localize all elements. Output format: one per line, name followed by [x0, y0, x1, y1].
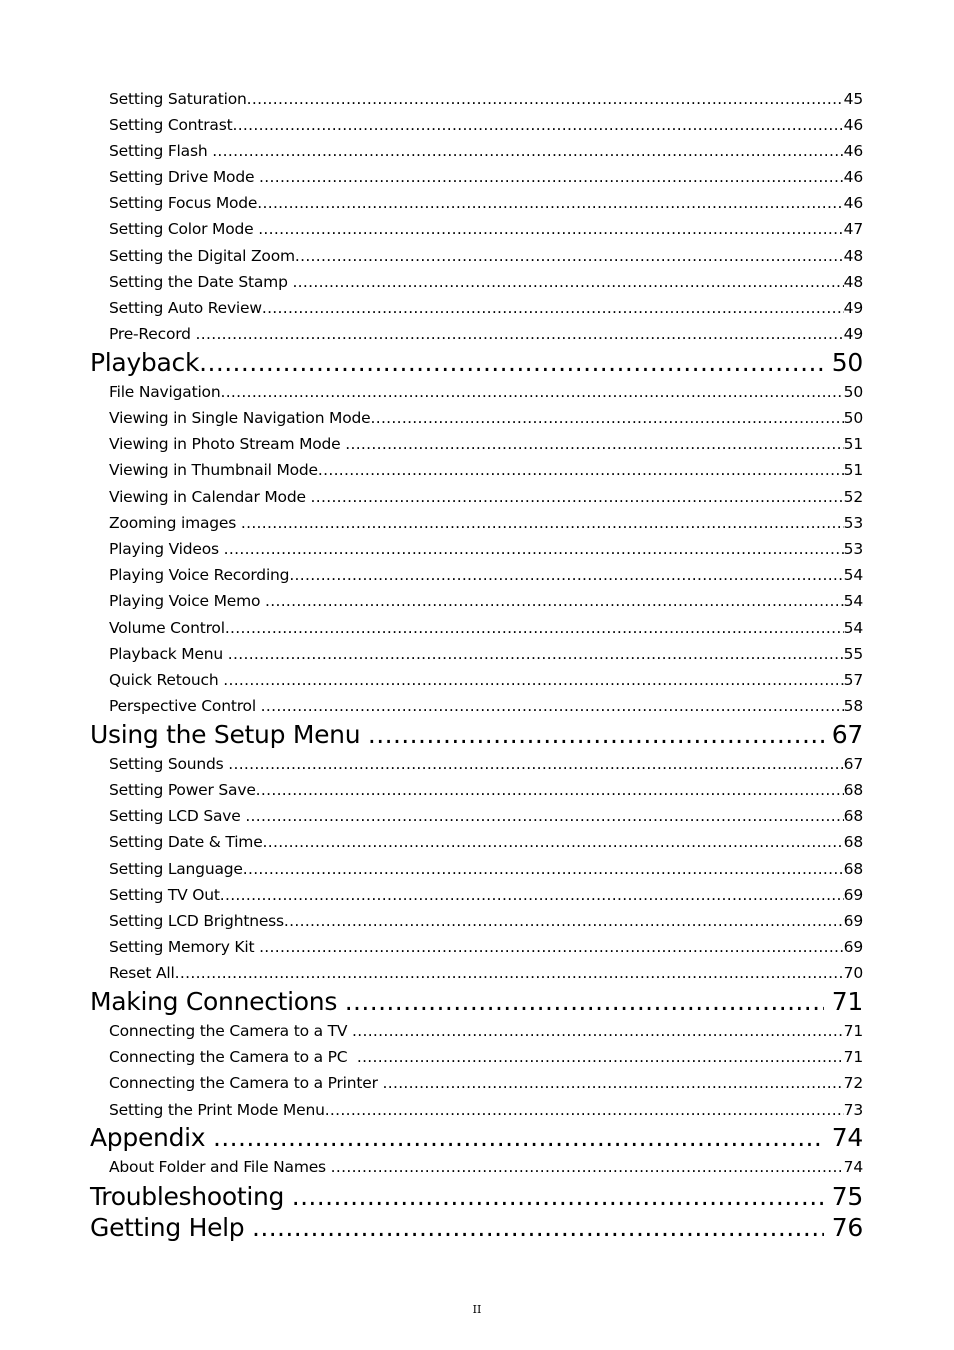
toc-entry-page: 51 [843, 461, 863, 479]
toc-entry-title: Setting Saturation [109, 90, 247, 108]
toc-entry-title: Setting Drive Mode [109, 168, 260, 186]
dot-leader [295, 245, 844, 267]
toc-entry[interactable] [109, 218, 863, 240]
toc-entry-page: 74 [843, 1158, 863, 1176]
toc-chapter-title: Troubleshooting [90, 1182, 292, 1211]
toc-entry[interactable] [109, 831, 863, 853]
toc-entry-title: Viewing in Single Navigation Mode [109, 409, 371, 427]
toc-entry-title: Setting Power Save [109, 781, 256, 799]
toc-entry-title: Setting Flash [109, 142, 213, 160]
toc-entry[interactable] [109, 271, 863, 293]
toc-entry-page: 58 [843, 697, 863, 715]
toc-entry-title: Setting Auto Review [109, 299, 262, 317]
toc-entry-page: 68 [843, 833, 863, 851]
toc-entry[interactable] [109, 407, 863, 429]
toc-entry[interactable] [109, 166, 863, 188]
dot-leader [196, 323, 844, 345]
dot-leader [368, 719, 824, 751]
toc-entry-page: 71 [843, 1022, 863, 1040]
dot-leader [325, 1099, 844, 1121]
toc-entry-page: 50 [843, 383, 863, 401]
dot-leader [262, 297, 844, 319]
dot-leader [256, 779, 844, 801]
toc-entry-page: 48 [843, 247, 863, 265]
toc-entry[interactable] [109, 1099, 863, 1121]
toc-entry[interactable] [109, 114, 863, 136]
toc-entry[interactable] [109, 297, 863, 319]
dot-leader [225, 617, 844, 639]
dot-leader [345, 986, 824, 1018]
dot-leader [232, 114, 843, 136]
toc-chapter-page: 74 [824, 1123, 863, 1152]
toc-chapter[interactable] [90, 719, 863, 751]
toc-entry-page: 69 [843, 912, 863, 930]
dot-leader [213, 1122, 824, 1154]
toc-chapter[interactable] [90, 1212, 863, 1244]
toc-entry[interactable] [109, 643, 863, 665]
toc-entry[interactable] [109, 245, 863, 267]
toc-entry-title: Viewing in Calendar Mode [109, 488, 311, 506]
toc-entry-title: Connecting the Camera to a TV [109, 1022, 353, 1040]
toc-entry[interactable] [109, 805, 863, 827]
toc-entry-page: 50 [843, 409, 863, 427]
toc-chapter-title: Playback [90, 348, 200, 377]
dot-leader [252, 1212, 824, 1244]
toc-entry-title: Setting the Date Stamp [109, 273, 293, 291]
toc-entry-title: Setting Memory Kit [109, 938, 260, 956]
toc-entry-title: Setting Date & Time [109, 833, 263, 851]
toc-entry-title: About Folder and File Names [109, 1158, 331, 1176]
dot-leader [245, 805, 843, 827]
toc-entry[interactable] [109, 1046, 863, 1068]
toc-entry-page: 69 [843, 886, 863, 904]
toc-chapter-title: Making Connections [90, 987, 345, 1016]
dot-leader [292, 1181, 824, 1213]
dot-leader [345, 433, 843, 455]
dot-leader [265, 590, 844, 612]
toc-entry-title: Zooming images [109, 514, 241, 532]
toc-entry[interactable] [109, 459, 863, 481]
toc-chapter[interactable] [90, 1181, 863, 1213]
toc-entry-title: Setting LCD Save [109, 807, 246, 825]
dot-leader [220, 884, 844, 906]
toc-entry[interactable] [109, 617, 863, 639]
toc-entry-title: Playing Videos [109, 540, 224, 558]
toc-entry-page: 69 [843, 938, 863, 956]
dot-leader [257, 192, 843, 214]
toc-chapter-title: Using the Setup Menu [90, 720, 368, 749]
toc-chapter-title: Getting Help [90, 1213, 253, 1242]
toc-entry-page: 46 [843, 116, 863, 134]
dot-leader [220, 381, 843, 403]
toc-chapter-page: 67 [824, 720, 863, 749]
toc-entry-title: Pre-Record [109, 325, 196, 343]
toc-entry-title: Setting TV Out [109, 886, 220, 904]
toc-entry-page: 54 [843, 592, 863, 610]
dot-leader [259, 936, 844, 958]
toc-entry-title: Setting Sounds [109, 755, 229, 773]
dot-leader [199, 347, 824, 379]
toc-entry-page: 73 [843, 1101, 863, 1119]
toc-entry[interactable] [109, 486, 863, 508]
toc-entry-title: Viewing in Thumbnail Mode [109, 461, 318, 479]
dot-leader [261, 695, 844, 717]
dot-leader [247, 88, 844, 110]
toc-entry-title: Volume Control [109, 619, 225, 637]
dot-leader [241, 512, 844, 534]
toc-entry-page: 54 [843, 619, 863, 637]
toc-entry-page: 68 [843, 860, 863, 878]
toc-entry[interactable] [109, 192, 863, 214]
toc-entry-title: Setting LCD Brightness [109, 912, 284, 930]
toc-entry-title: Quick Retouch [109, 671, 224, 689]
dot-leader [258, 218, 843, 240]
dot-leader [311, 486, 844, 508]
toc-chapter-page: 50 [824, 348, 863, 377]
toc-entry[interactable] [109, 910, 863, 932]
page-number: II [472, 1303, 482, 1316]
dot-leader [243, 858, 844, 880]
toc-entry-page: 46 [843, 168, 863, 186]
toc-entry[interactable] [109, 695, 863, 717]
toc-entry-title: Setting the Digital Zoom [109, 247, 295, 265]
dot-leader [212, 140, 843, 162]
toc-chapter[interactable] [90, 1122, 863, 1154]
toc-entry-page: 45 [843, 90, 863, 108]
toc-entry-page: 49 [843, 325, 863, 343]
toc-entry-page: 47 [843, 220, 863, 238]
toc-entry-page: 53 [843, 514, 863, 532]
dot-leader [357, 1046, 844, 1068]
toc-entry-title: Setting Contrast [109, 116, 233, 134]
toc-entry-page: 46 [843, 194, 863, 212]
dot-leader [263, 831, 844, 853]
toc-chapter-page: 75 [824, 1182, 863, 1211]
toc-entry[interactable] [109, 381, 863, 403]
toc-entry[interactable] [109, 858, 863, 880]
dot-leader [224, 538, 844, 560]
dot-leader [223, 669, 843, 691]
toc-entry-page: 53 [843, 540, 863, 558]
toc-entry-page: 57 [843, 671, 863, 689]
toc-chapter[interactable] [90, 347, 863, 379]
toc-entry[interactable] [109, 884, 863, 906]
toc-entry-title: Playing Voice Recording [109, 566, 290, 584]
toc-entry-title: Playing Voice Memo [109, 592, 266, 610]
toc-entry[interactable] [109, 779, 863, 801]
dot-leader [284, 910, 844, 932]
toc-entry[interactable] [109, 590, 863, 612]
toc-entry-title: Connecting the Camera to a PC [109, 1048, 357, 1066]
toc-entry[interactable] [109, 538, 863, 560]
toc-entry-title: Reset All [109, 964, 175, 982]
toc-entry-page: 55 [843, 645, 863, 663]
toc-entry[interactable] [109, 936, 863, 958]
toc-entry-page: 67 [843, 755, 863, 773]
toc-entry-title: Setting Color Mode [109, 220, 259, 238]
toc-entry-page: 71 [843, 1048, 863, 1066]
toc-entry-title: Viewing in Photo Stream Mode [109, 435, 346, 453]
toc-entry[interactable] [109, 669, 863, 691]
toc-entry-title: Setting Language [109, 860, 243, 878]
toc-entry[interactable] [109, 433, 863, 455]
toc-entry-page: 52 [843, 488, 863, 506]
toc-chapter-page: 71 [824, 987, 863, 1016]
toc-chapter-title: Appendix [90, 1123, 213, 1152]
toc-entry[interactable] [109, 1020, 863, 1042]
toc-entry[interactable] [109, 140, 863, 162]
toc-entry-page: 68 [843, 781, 863, 799]
dot-leader [331, 1156, 844, 1178]
toc-entry-title: File Navigation [109, 383, 221, 401]
toc-entry-page: 70 [843, 964, 863, 982]
toc-entry[interactable] [109, 88, 863, 110]
toc-entry-page: 54 [843, 566, 863, 584]
toc-entry[interactable] [109, 753, 863, 775]
dot-leader [383, 1072, 844, 1094]
toc-entry-title: Perspective Control [109, 697, 261, 715]
toc-entry[interactable] [109, 512, 863, 534]
toc-entry-page: 46 [843, 142, 863, 160]
toc-entry-title: Connecting the Camera to a Printer [109, 1074, 383, 1092]
toc-entry[interactable] [109, 962, 863, 984]
toc-entry-page: 48 [843, 273, 863, 291]
toc-entry-title: Playback Menu [109, 645, 228, 663]
toc-entry[interactable] [109, 564, 863, 586]
dot-leader [352, 1020, 844, 1042]
toc-entry[interactable] [109, 1156, 863, 1178]
dot-leader [289, 564, 843, 586]
dot-leader [259, 166, 844, 188]
toc-entry-page: 72 [843, 1074, 863, 1092]
toc-entry-page: 51 [843, 435, 863, 453]
toc-entry-page: 49 [843, 299, 863, 317]
toc-entry-page: 68 [843, 807, 863, 825]
toc-entry[interactable] [109, 323, 863, 345]
dot-leader [292, 271, 843, 293]
dot-leader [228, 643, 844, 665]
dot-leader [175, 962, 844, 984]
dot-leader [318, 459, 844, 481]
toc-entry-title: Setting Focus Mode [109, 194, 258, 212]
toc-entry[interactable] [109, 1072, 863, 1094]
toc-chapter-page: 76 [824, 1213, 863, 1242]
dot-leader [228, 753, 843, 775]
toc-entry-title: Setting the Print Mode Menu [109, 1101, 325, 1119]
toc-chapter[interactable] [90, 986, 863, 1018]
dot-leader [370, 407, 843, 429]
